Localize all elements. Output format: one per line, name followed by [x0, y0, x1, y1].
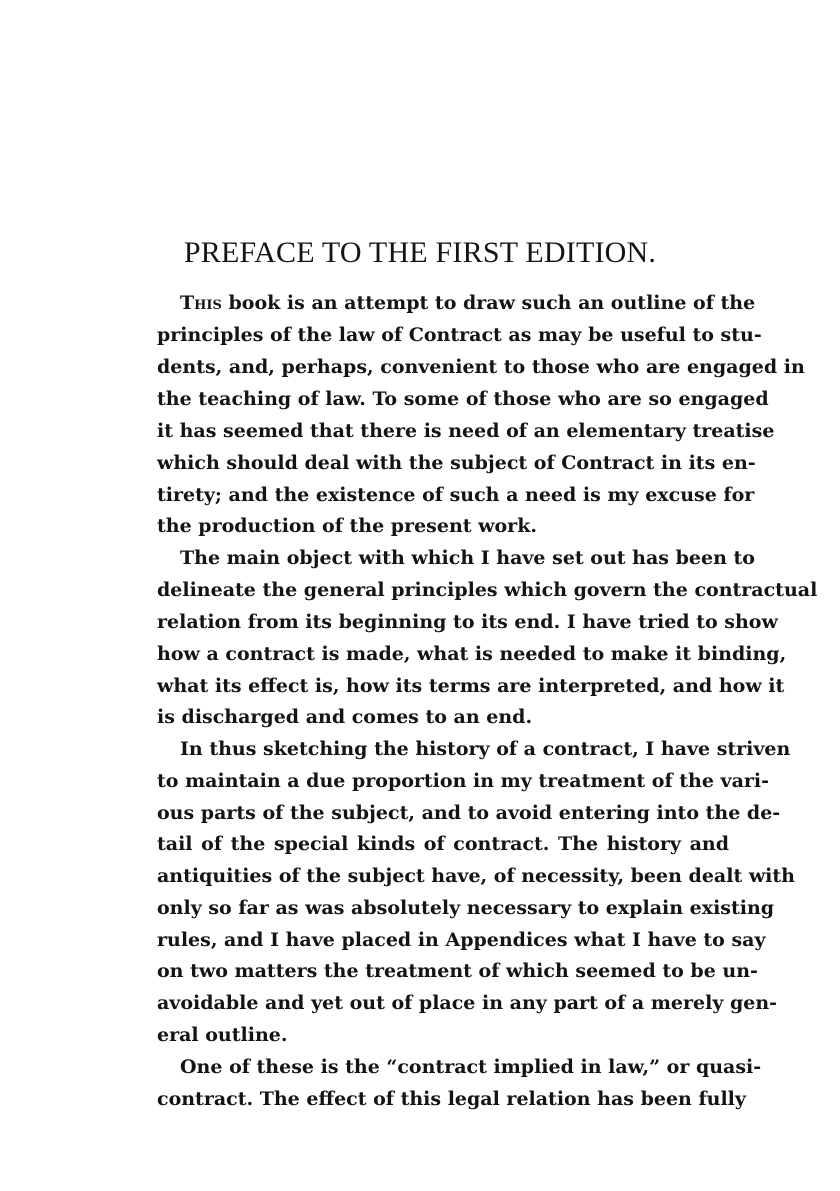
- text-line: contract. The effect of this legal relation has been fully: [157, 1088, 746, 1110]
- text-line: ous parts of the subject, and to avoid entering into the de-: [157, 802, 781, 824]
- text-line: relation from its beginning to its end. I have tried to show: [157, 611, 778, 633]
- text-line: only so far as was absolutely necessary to explain existing: [157, 897, 775, 919]
- text-line: One of these is the “contract implied in law,” or quasi-: [180, 1056, 762, 1078]
- text-line: tail of the special kinds of contract. The history and: [157, 833, 729, 855]
- text-line: antiquities of the subject have, of necessity, been dealt with: [157, 865, 795, 887]
- text-line: how a contract is made, what is needed to make it binding,: [157, 643, 787, 665]
- text-line: tirety; and the existence of such a need is my excuse for: [157, 484, 755, 506]
- text-line: delineate the general principles which govern the contractual: [157, 579, 818, 601]
- text-line: This book is an attempt to draw such an outline of the: [180, 292, 756, 314]
- text-line: avoidable and yet out of place in any part of a merely gen-: [157, 992, 778, 1014]
- opening-small-caps-word: This: [180, 292, 222, 314]
- page-title: PREFACE TO THE FIRST EDITION.: [183, 236, 657, 269]
- text-line: the production of the present work.: [157, 515, 537, 537]
- text-line: it has seemed that there is need of an elementary treatise: [157, 420, 775, 442]
- text-line: The main object with which I have set out has been to: [180, 547, 755, 569]
- text-line: principles of the law of Contract as may be useful to stu-: [157, 324, 762, 346]
- text-line: which should deal with the subject of Contract in its en-: [157, 452, 756, 474]
- text-line: the teaching of law. To some of those who are so engaged: [157, 388, 769, 410]
- text-line: dents, and, perhaps, convenient to those who are engaged in: [157, 356, 805, 378]
- text-line: In thus sketching the history of a contract, I have striven: [180, 738, 791, 760]
- text-line: on two matters the treatment of which seemed to be un-: [157, 960, 758, 982]
- text-line: what its effect is, how its terms are interpreted, and how it: [157, 675, 785, 697]
- text-line: is discharged and comes to an end.: [157, 706, 533, 728]
- text-line: to maintain a due proportion in my treatment of the vari-: [157, 770, 769, 792]
- text-line: eral outline.: [157, 1024, 288, 1046]
- text-line: rules, and I have placed in Appendices what I have to say: [157, 929, 766, 951]
